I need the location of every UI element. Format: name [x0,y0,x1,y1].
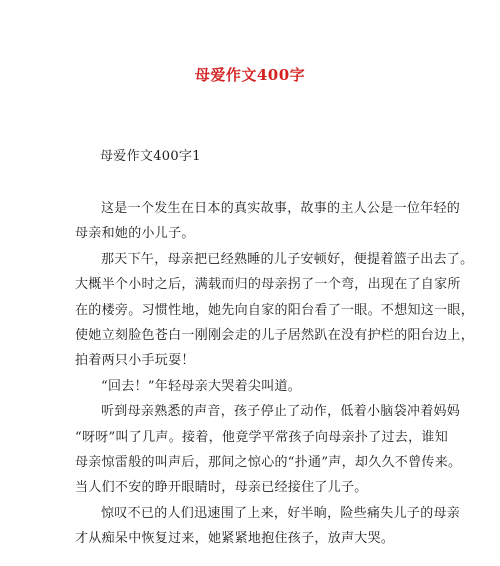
document-title: 母爱作文400字 [194,66,306,84]
text-line: 大概半个小时之后，满载而归的母亲拐了一个弯，出现在了自家所 [75,277,461,293]
text-line: 母亲惊雷般的叫声后，那间之惊心的“扑通”声，却久久不曾传来。 [75,454,462,470]
text-line: 在的楼旁。习惯性地，她先向自家的阳台看了一眼。不想知这一眼， [75,302,475,318]
section-title: 母爱作文400字1 [100,149,201,164]
text-line: 惊叹不已的人们迅速围了上来，好半晌，险些痛失儿子的母亲 [101,505,461,521]
text-line: 母亲和她的小儿子。 [75,226,195,242]
page-bottom-fade [0,552,500,566]
text-line: “呀呀”叫了几声。接着，他竟学平常孩子向母亲扑了过去，谁知 [75,429,448,445]
body-text [75,196,475,551]
text-line: 使她立刻脸色苍白一刚刚会走的儿子居然趴在没有护栏的阳台边上， [75,327,475,343]
text-line: 听到母亲熟悉的声音，孩子停止了动作，低着小脑袋冲着妈妈 [101,404,461,420]
text-line: 这是一个发生在日本的真实故事，故事的主人公是一位年轻的 [101,201,461,216]
text-line: 当人们不安的睁开眼睛时，母亲已经接住了儿子。 [75,480,368,496]
text-line: 才从痴呆中恢复过来，她紧紧地抱住孩子，放声大哭。 [75,531,395,547]
text-line: 拍着两只小手玩耍！ [75,353,195,369]
text-line: 那天下午，母亲把已经熟睡的儿子安顿好，便提着篮子出去了。 [101,251,474,267]
text-line: “回去！”年轻母亲大哭着尖叫道。 [101,378,302,394]
